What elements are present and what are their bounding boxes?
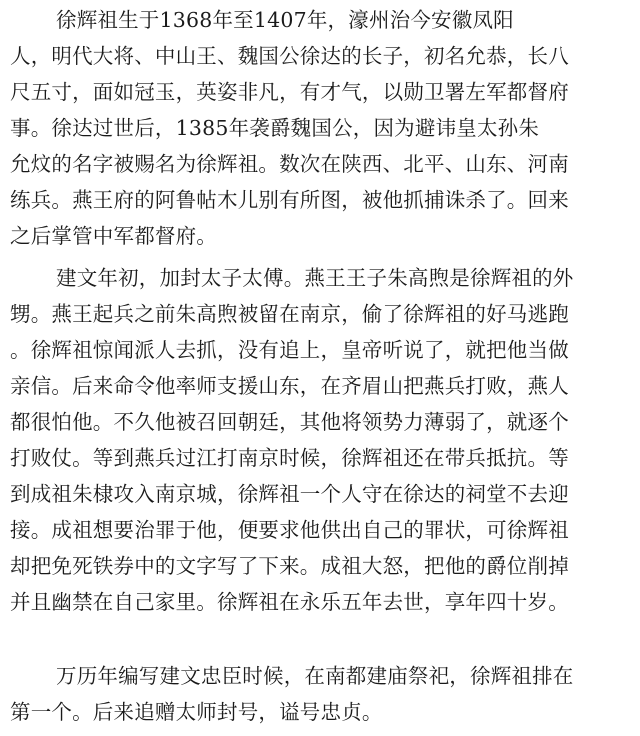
paragraph-3-line-1: 万历年编写建文忠臣时候，在南都建庙祭祀，徐辉祖排在 xyxy=(56,664,574,688)
paragraph-2-line-2: 甥。燕王起兵之前朱高煦被留在南京，偷了徐辉祖的好马逃跑 xyxy=(10,302,569,326)
paragraph-2-line-7: 到成祖朱棣攻入南京城，徐辉祖一个人守在徐达的祠堂不去迎 xyxy=(10,482,569,506)
paragraph-1-line-5: 允炆的名字被赐名为徐辉祖。数次在陕西、北平、山东、河南 xyxy=(10,152,569,176)
paragraph-2-line-1: 建文年初，加封太子太傅。燕王王子朱高煦是徐辉祖的外 xyxy=(56,266,574,290)
paragraph-1-line-7: 之后掌管中军都督府。 xyxy=(10,224,217,248)
paragraph-2-line-10: 并且幽禁在自己家里。徐辉祖在永乐五年去世，享年四十岁。 xyxy=(10,590,569,614)
paragraph-1-line-4: 事。徐达过世后，1385年袭爵魏国公，因为避讳皇太孙朱 xyxy=(10,116,540,140)
paragraph-2-line-5: 都很怕他。不久他被召回朝廷，其他将领势力薄弱了，就逐个 xyxy=(10,410,569,434)
paragraph-1-line-1: 徐辉祖生于1368年至1407年，濠州治今安徽凤阳 xyxy=(56,8,514,32)
paragraph-3-line-2: 第一个。后来追赠太师封号，谥号忠贞。 xyxy=(10,700,383,724)
paragraph-2-line-9: 却把免死铁券中的文字写了下来。成祖大怒，把他的爵位削掉 xyxy=(10,554,569,578)
paragraph-2-line-6: 打败仗。等到燕兵过江打南京时候，徐辉祖还在带兵抵抗。等 xyxy=(10,446,569,470)
paragraph-2-line-8: 接。成祖想要治罪于他，便要求他供出自己的罪状，可徐辉祖 xyxy=(10,518,569,542)
paragraph-2-line-4: 亲信。后来命令他率师支援山东，在齐眉山把燕兵打败，燕人 xyxy=(10,374,569,398)
paragraph-1-line-6: 练兵。燕王府的阿鲁帖木儿别有所图，被他抓捕诛杀了。回来 xyxy=(10,188,569,212)
paragraph-1-line-2: 人，明代大将、中山王、魏国公徐达的长子，初名允恭，长八 xyxy=(10,44,569,68)
paragraph-1-line-3: 尺五寸，面如冠玉，英姿非凡，有才气，以勋卫署左军都督府 xyxy=(10,80,569,104)
paragraph-2-line-3: 。徐辉祖惊闻派人去抓，没有追上，皇帝听说了，就把他当做 xyxy=(10,338,569,362)
